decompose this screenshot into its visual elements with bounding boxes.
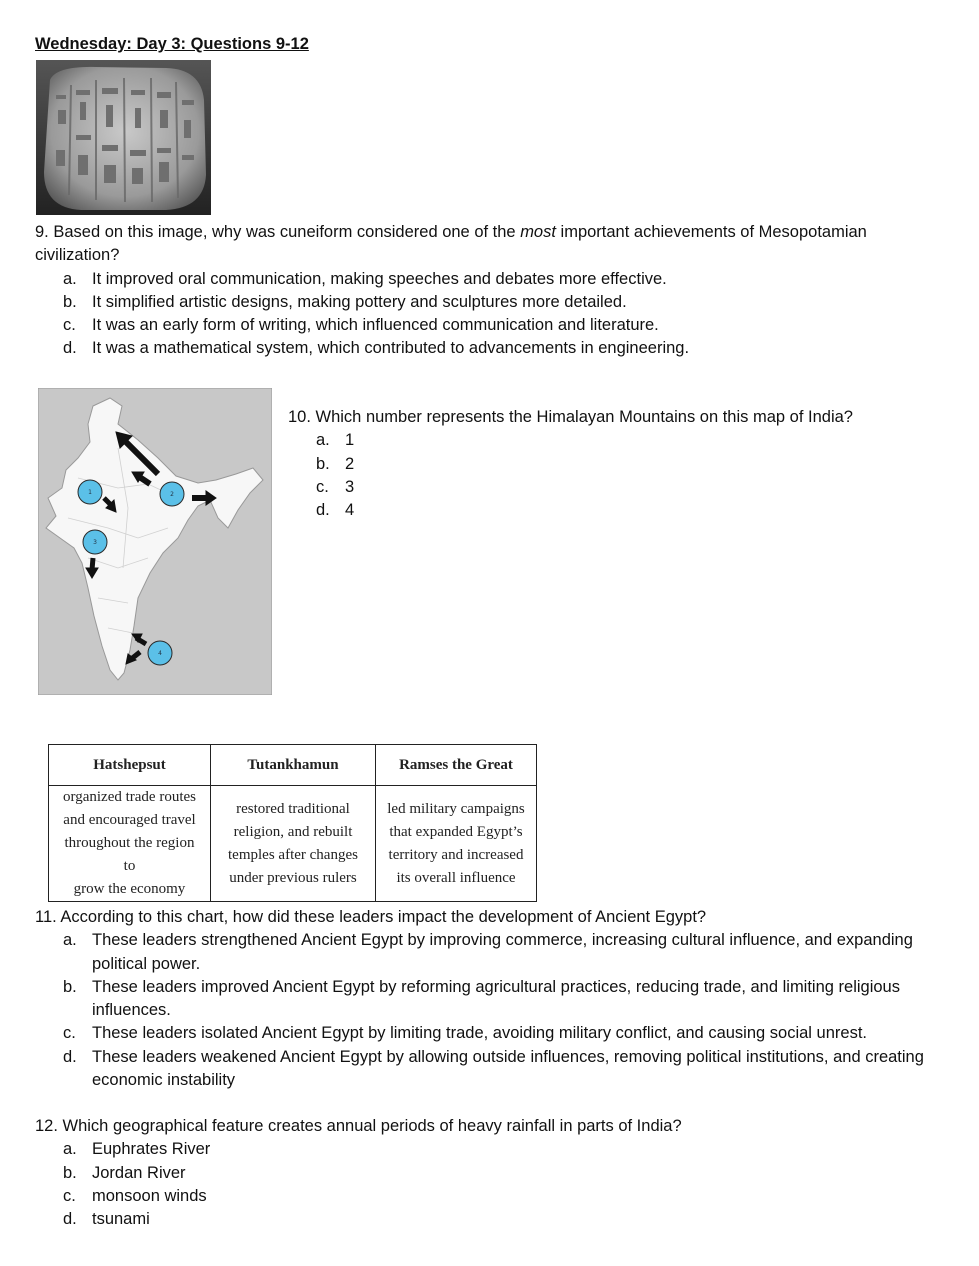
page-title: Wednesday: Day 3: Questions 9-12 [35,35,309,53]
question-10-options [288,429,928,522]
answer-option[interactable]: a. 1 [316,431,355,450]
answer-option[interactable]: d. It was a mathematical system, which contributed to advancements in engineering. [63,339,690,358]
question-12-stem: 12. Which geographical feature creates annual periods of heavy rainfall in parts of India? [35,1117,682,1135]
cuneiform-tablet-image [36,60,211,215]
table-header: Ramses the Great [376,745,537,786]
question-11-options [35,929,935,1092]
map-marker-1-label: 1 [88,489,92,496]
answer-option[interactable]: a. It improved oral communication, making speeches and debates more effective. [63,269,667,288]
question-9 [35,221,935,361]
answer-option[interactable]: d. 4 [316,501,355,520]
answer-option[interactable]: b. 2 [316,454,355,473]
answer-option[interactable]: c. It was an early form of writing, which influenced communication and literature. [63,316,659,335]
question-10 [288,406,928,522]
map-marker-2-label: 2 [170,491,174,498]
answer-option[interactable]: c. These leaders isolated Ancient Egypt by limiting trade, avoiding military conflict, and causing social unrest. [63,1024,867,1043]
answer-option[interactable]: c. monsoon winds [63,1186,207,1205]
question-11 [35,906,935,1092]
question-10-stem: 10. Which number represents the Himalayan Mountains on this map of India? [288,408,853,426]
table-cell: led military campaigns that expanded Egypt’s territory and increased its overall influence [376,786,537,902]
map-marker-4-label: 4 [158,650,162,657]
table-cell: organized trade routes and encouraged travel throughout the region to grow the economy [49,786,211,902]
answer-option[interactable]: b. It simplified artistic designs, making pottery and sculptures more detailed. [63,292,627,311]
answer-option[interactable]: c. 3 [316,477,355,496]
answer-option[interactable]: b. These leaders improved Ancient Egypt by reforming agricultural practices, reducing trade, and limiting religious influences. [63,977,900,1020]
answer-option[interactable]: d. These leaders weakened Ancient Egypt by allowing outside influences, removing political institutions, and creating economic instability [63,1047,924,1090]
answer-option[interactable]: b. Jordan River [63,1163,186,1182]
table-cell: restored traditional religion, and rebuilt temples after changes under previous rulers [211,786,376,902]
india-map [38,388,272,695]
egypt-leaders-table [48,744,537,902]
question-12-options [35,1138,935,1231]
table-header: Tutankhamun [211,745,376,786]
table-header: Hatshepsut [49,745,211,786]
map-marker-3-label: 3 [93,539,97,546]
question-9-stem: 9. Based on this image, why was cuneiform considered one of the most important achievements of Mesopotamian civilization? [35,223,867,265]
question-9-options [35,268,935,361]
answer-option[interactable]: a. Euphrates River [63,1140,211,1159]
answer-option[interactable]: d. tsunami [63,1210,150,1229]
answer-option[interactable]: a. These leaders strengthened Ancient Egypt by improving commerce, increasing cultural influence, and expanding political power. [63,931,913,973]
question-12 [35,1115,935,1231]
question-11-stem: 11. According to this chart, how did these leaders impact the development of Ancient Egypt? [35,908,707,926]
